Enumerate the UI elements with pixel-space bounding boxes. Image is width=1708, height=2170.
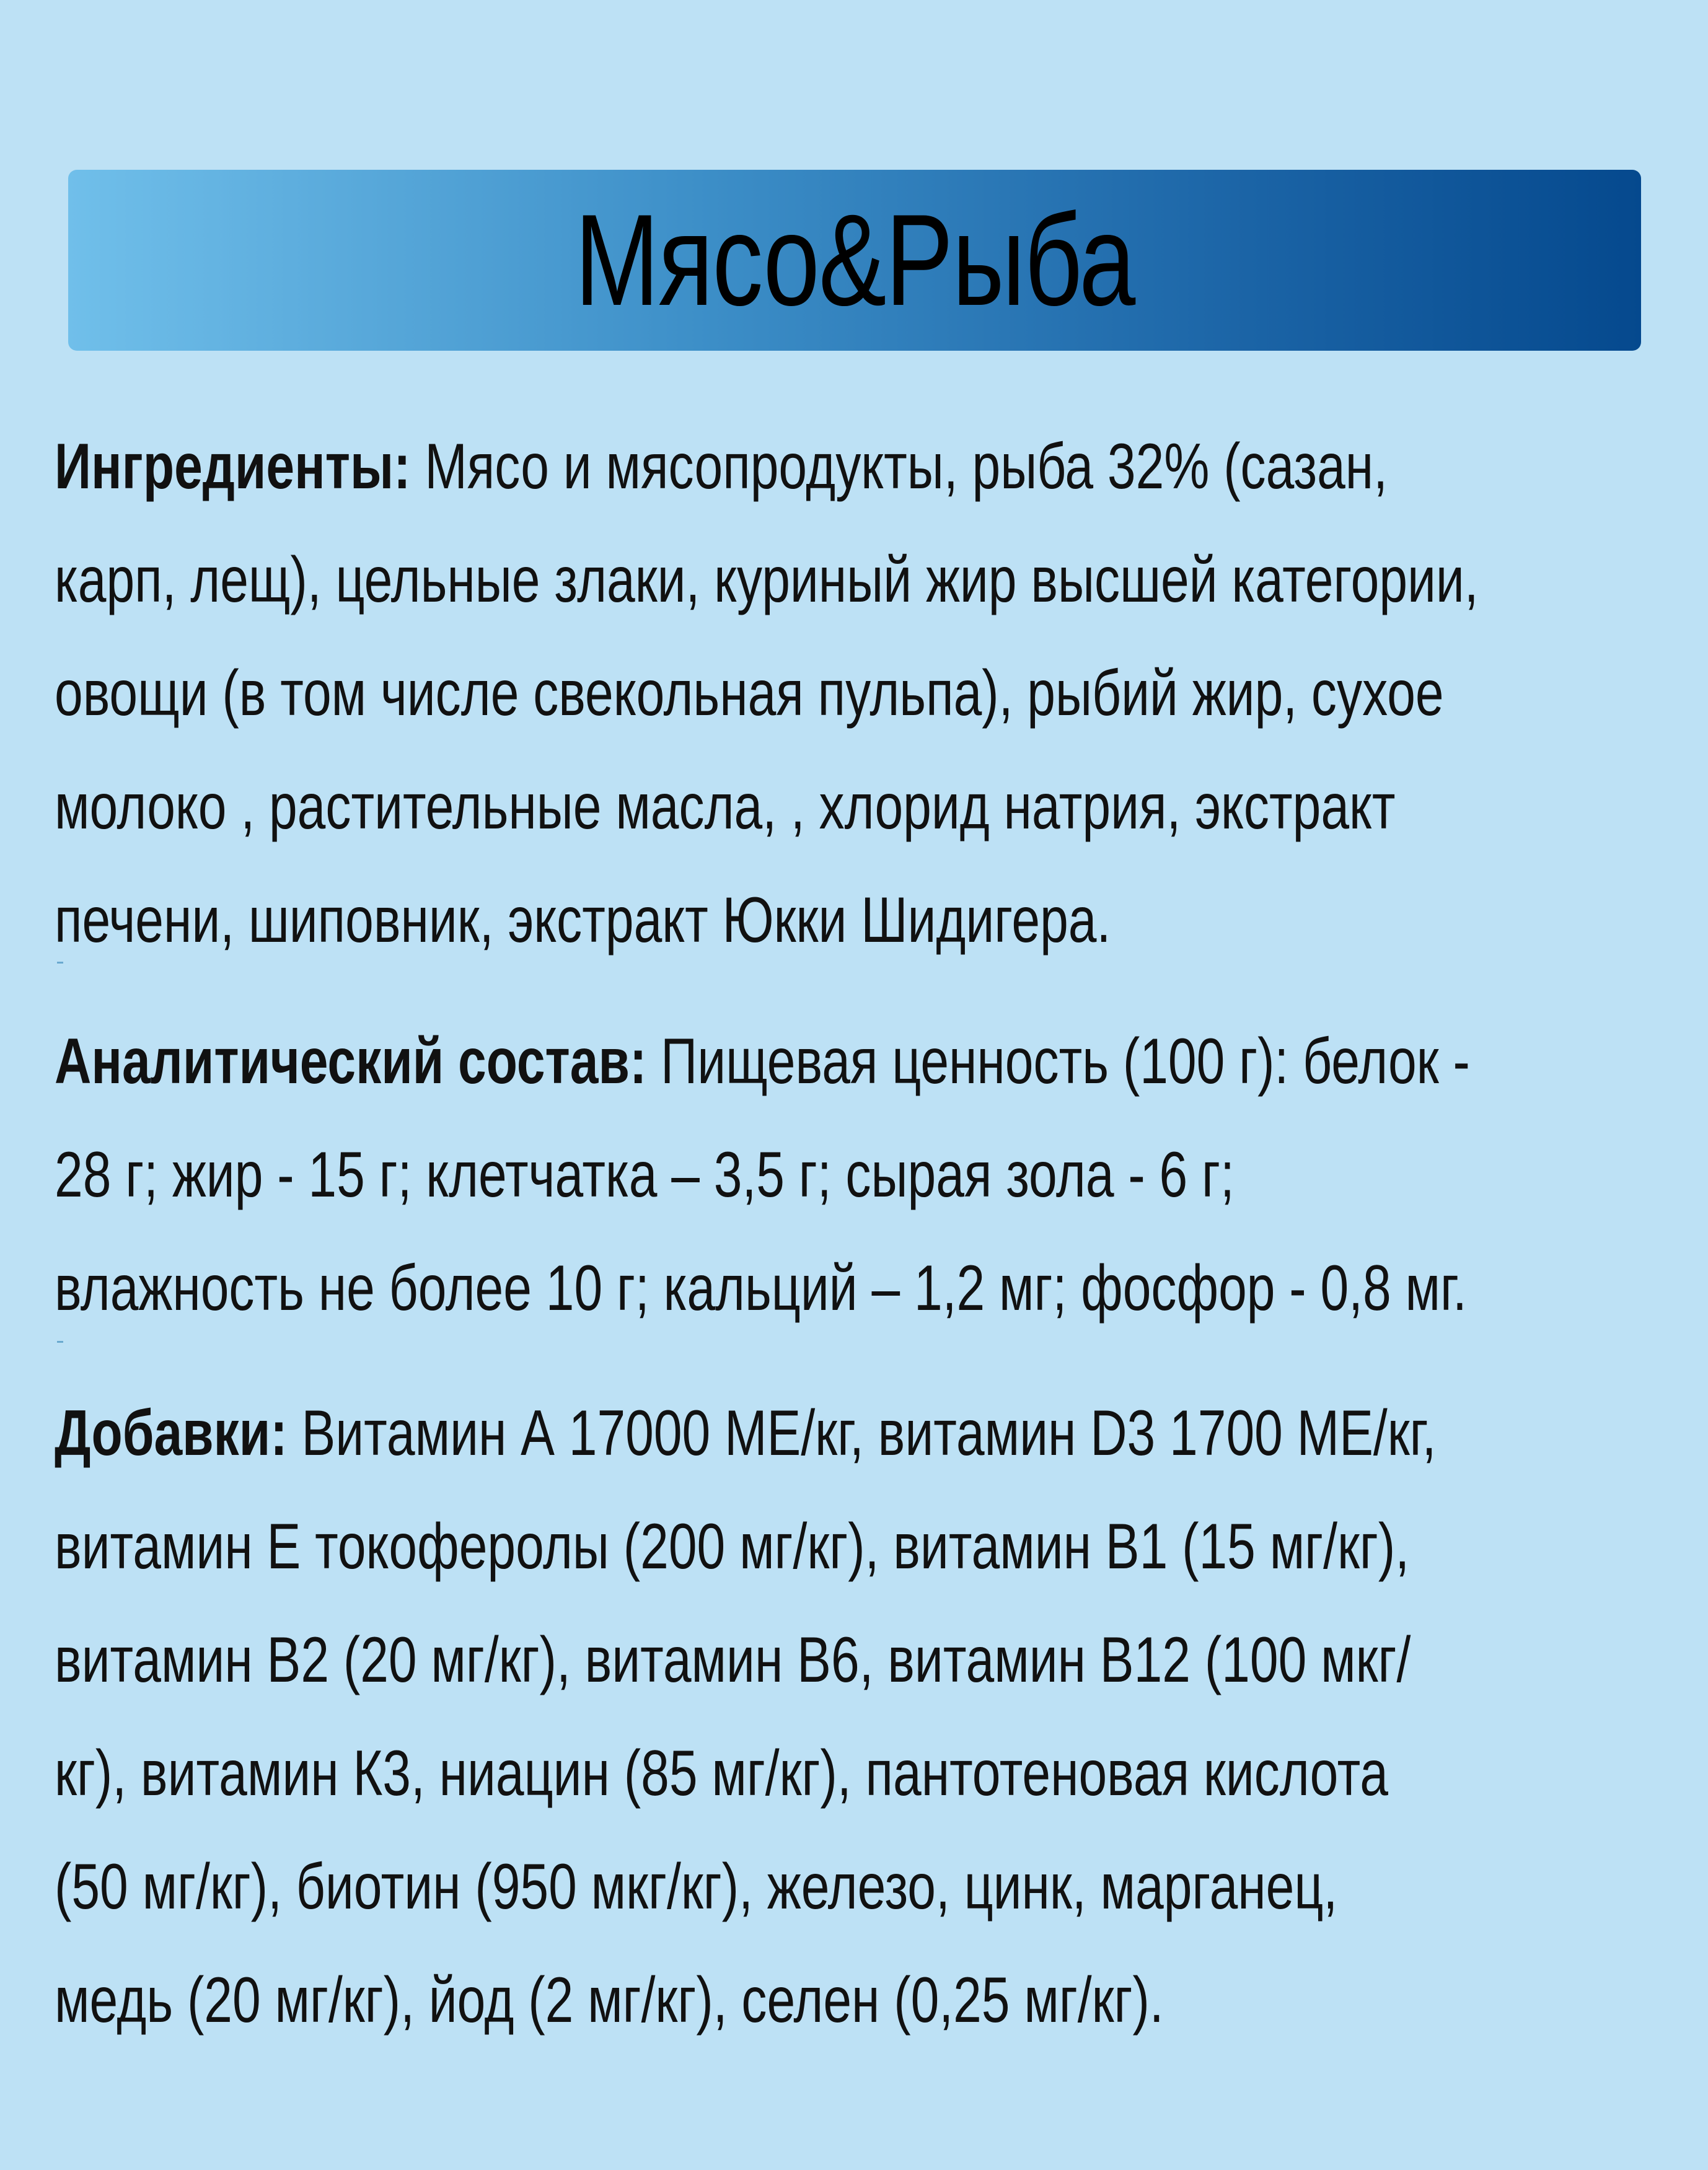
additives-line-5: (50 мг/кг), биотин (950 мкг/кг), железо, цинк, марганец,	[55, 1851, 1338, 1923]
divider-mark	[57, 1341, 63, 1343]
ingredients-line-2: карп, лещ), цельные злаки, куриный жир высшей категории,	[55, 544, 1479, 616]
page-title: Мясо&Рыба	[574, 187, 1135, 333]
analysis-line-3: влажность не более 10 г; кальций – 1,2 мг; фосфор - 0,8 мг.	[55, 1252, 1467, 1324]
analysis-line-1	[55, 1005, 1653, 1118]
ingredients-label: Ингредиенты:	[55, 431, 411, 503]
additives-label: Добавки:	[55, 1397, 288, 1469]
additives-line-4: кг), витамин К3, ниацин (85 мг/кг), пантотеновая кислота	[55, 1737, 1388, 1809]
analysis-line-2: 28 г; жир - 15 г; клетчатка – 3,5 г; сырая зола - 6 г;	[55, 1139, 1235, 1211]
divider-mark	[57, 962, 63, 964]
ingredients-line-3: овощи (в том числе свекольная пульпа), рыбий жир, сухое	[55, 657, 1444, 729]
analysis-label: Аналитический состав:	[55, 1026, 647, 1097]
analysis-section	[55, 1005, 1653, 1345]
ingredients-text: Мясо и мясопродукты, рыба 32% (сазан,	[410, 431, 1388, 503]
ingredients-line-4: молоко , растительные масла, , хлорид натрия, экстракт	[55, 771, 1396, 843]
analysis-text: Пищевая ценность (100 г): белок -	[646, 1026, 1470, 1097]
additives-section	[55, 1377, 1653, 2057]
additives-line-3: витамин В2 (20 мг/кг), витамин В6, витамин В12 (100 мкг/	[55, 1624, 1411, 1696]
additives-line-2: витамин Е токоферолы (200 мг/кг), витамин В1 (15 мг/кг),	[55, 1511, 1410, 1583]
ingredients-line-1	[55, 410, 1653, 524]
ingredients-section	[55, 410, 1653, 977]
additives-text: Витамин А 17000 МЕ/кг, витамин D3 1700 МЕ/кг,	[287, 1397, 1437, 1469]
title-banner	[68, 170, 1641, 351]
additives-line-6: медь (20 мг/кг), йод (2 мг/кг), селен (0,25 мг/кг).	[55, 1964, 1164, 2036]
additives-line-1	[55, 1377, 1653, 1490]
ingredients-line-5: печени, шиповник, экстракт Юкки Шидигера.	[55, 884, 1111, 956]
